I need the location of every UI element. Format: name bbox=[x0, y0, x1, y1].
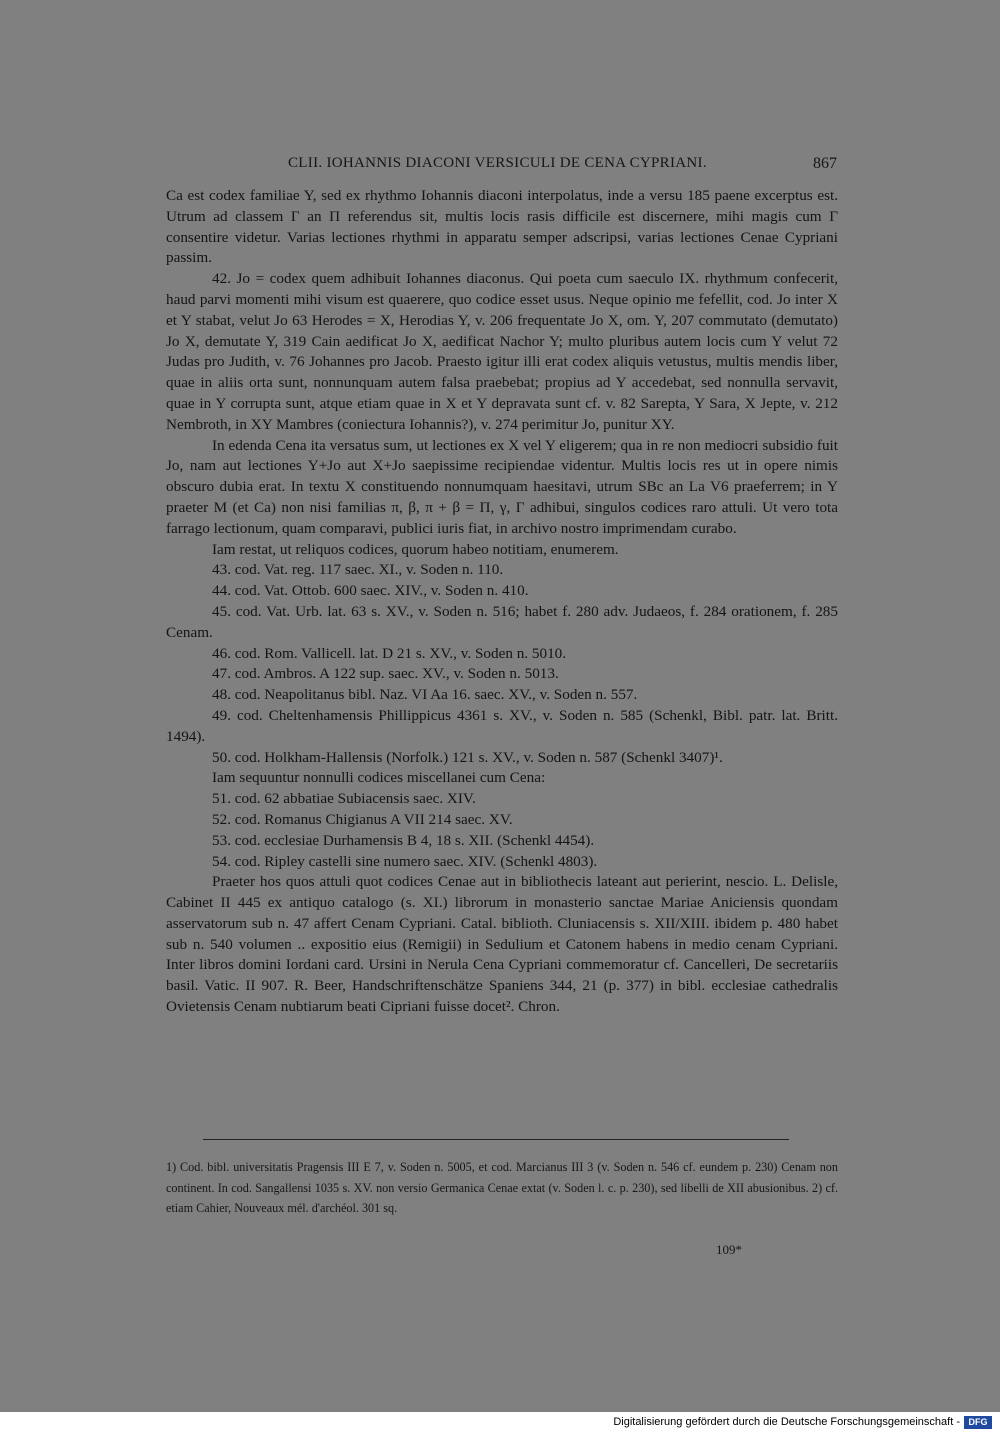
paragraph: Iam restat, ut reliquos codices, quorum habeo notitiam, enumerem. bbox=[212, 540, 619, 558]
funding-notice: Digitalisierung gefördert durch die Deutsche Forschungsgemeinschaft - bbox=[613, 1416, 960, 1428]
footnote: 1) Cod. bibl. universitatis Pragensis III E 7, v. Soden n. 5005, et cod. Marcianus III 3 (v. Soden n. 546 cf. eundem p. 230) Cenam non continent. In cod. Sangallensi 1035 s. XV. non versio Germanica Cenae extat (v. Soden l. c. p. 230), sed libelli de XII abusionibus. 2) cf. etiam Cahier, Nouveaux mél. d'archéol. 301 sq. bbox=[166, 1160, 838, 1215]
body-text bbox=[166, 186, 838, 1018]
footnote-rule bbox=[203, 1139, 789, 1140]
paragraph: 49. cod. Cheltenhamensis Phillippicus 4361 s. XV., v. Soden n. 585 (Schenkl, Bibl. patr. lat. Britt. 1494). bbox=[166, 706, 838, 745]
page-number: 867 bbox=[813, 155, 837, 172]
paragraph: Iam sequuntur nonnulli codices miscellanei cum Cena: bbox=[212, 769, 546, 787]
running-title: CLII. IOHANNIS DIACONI VERSICULI DE CENA CYPRIANI. bbox=[288, 155, 707, 171]
paragraph: 44. cod. Vat. Ottob. 600 saec. XIV., v. Soden n. 410. bbox=[212, 582, 529, 600]
paragraph: 45. cod. Vat. Urb. lat. 63 s. XV., v. Soden n. 516; habet f. 280 adv. Judaeos, f. 284 orationem, f. 285 Cenam. bbox=[166, 602, 838, 641]
dfg-logo-icon: DFG bbox=[964, 1416, 992, 1429]
paragraph: 42. Jo = codex quem adhibuit Iohannes diaconus. Qui poeta cum saeculo IX. rhythmum confecerit, haud parvi momenti mihi visum est quaerere, quo codice esset usus. Neque opinio me fefellit, cod. Jo inter X et Y stabat, velut Jo 63 Herodes = X, Herodias Y, v. 206 frequentate Jo X, om. Y, 207 commutato (demutato) Jo X, demutate Y, 319 Cain aedificat Jo X, aedificat Nachor Y; multo pluribus autem locis cum Y velut 72 Judas pro Judith, v. 76 Johannes pro Jacob. Praesto igitur illi erat codex aliquis vetustus, multis mendis liber, quae in aliis orta sunt, nonnunquam autem falsa praebebat; propius ad Y accedebat, sed nonnulla servavit, quae in Y corrupta sunt, atque etiam quae in X et Y depravata sunt cf. v. 82 Sarepta, Y Sara, X Jepte, v. 212 Nembroth, in XY Mambres (coniectura Iohannis?), v. 274 perimitur Jo, punitur XY. bbox=[166, 270, 838, 433]
paragraph: 51. cod. 62 abbatiae Subiacensis saec. XIV. bbox=[212, 790, 476, 808]
paragraph: 50. cod. Holkham-Hallensis (Norfolk.) 121 s. XV., v. Soden n. 587 (Schenkl 3407)¹. bbox=[212, 748, 723, 766]
running-header bbox=[0, 155, 1000, 179]
paragraph: In edenda Cena ita versatus sum, ut lectiones ex X vel Y eligerem; qua in re non mediocri subsidio fuit Jo, nam aut lectiones Y+Jo aut X+Jo saepissime recipiendae videntur. Multis locis res ut in opere nimis obscuro dubia erat. In textu X constituendo nonnumquam haesitavi, utrum SBc an La V6 praeferrem; in Y praeter M (et Ca) non nisi familias π, β, π + β = Π, γ, Γ adhibui, singulos codices raro attuli. Ut vero tota farrago lectionum, quam comparavi, publici iuris fiat, in archivo nostro imprimendam curabo. bbox=[166, 436, 838, 537]
paragraph: 52. cod. Romanus Chigianus A VII 214 saec. XV. bbox=[212, 810, 513, 828]
footnotes bbox=[166, 1157, 838, 1219]
paragraph: 48. cod. Neapolitanus bibl. Naz. VI Aa 16. saec. XV., v. Soden n. 557. bbox=[212, 686, 638, 704]
paragraph: Ca est codex familiae Y, sed ex rhythmo Iohannis diaconi interpolatus, inde a versu 185 paene excerptus est. Utrum ad classem Γ an Π referendus sit, multis locis rasis difficile est discernere, mihi magis cum Γ consentire videtur. Varias lectiones rhythmi in apparatu semper adscripsi, varias lectiones Cenae Cypriani passim. bbox=[166, 187, 838, 267]
paragraph: 47. cod. Ambros. A 122 sup. saec. XV., v. Soden n. 5013. bbox=[212, 665, 559, 683]
signature-mark: 109* bbox=[716, 1242, 742, 1257]
paragraph: 53. cod. ecclesiae Durhamensis B 4, 18 s. XII. (Schenkl 4454). bbox=[212, 831, 595, 849]
digitization-footer bbox=[0, 1412, 1000, 1434]
paragraph: 43. cod. Vat. reg. 117 saec. XI., v. Soden n. 110. bbox=[212, 561, 504, 579]
paragraph: 54. cod. Ripley castelli sine numero saec. XIV. (Schenkl 4803). bbox=[212, 852, 598, 870]
paragraph: 46. cod. Rom. Vallicell. lat. D 21 s. XV., v. Soden n. 5010. bbox=[212, 644, 567, 662]
paragraph: Praeter hos quos attuli quot codices Cenae aut in bibliothecis lateant aut perierint, nescio. L. Delisle, Cabinet II 445 ex antiquo catalogo (s. XI.) librorum in monasterio sanctae Mariae Aniciensis quondam asservatorum sub n. 47 affert Cenam Cypriani. Catal. biblioth. Cluniacensis s. XII/XIII. ibidem p. 480 habet sub n. 540 volumen .. expositio eius (Remigii) in Sedulium et Catonem habens in medio cenam Cypriani. Inter libros domini Iordani card. Ursini in Nerula Cena Cypriani commemoratur cf. Cancelleri, De secretariis basil. Vatic. II 907. R. Beer, Handschriftenschätze Spaniens 344, 21 (p. 377) in bibl. ecclesiae cathedralis Ovietensis Cenam nubtiarum beati Cipriani fuisse docet². Chron. bbox=[166, 873, 838, 1016]
